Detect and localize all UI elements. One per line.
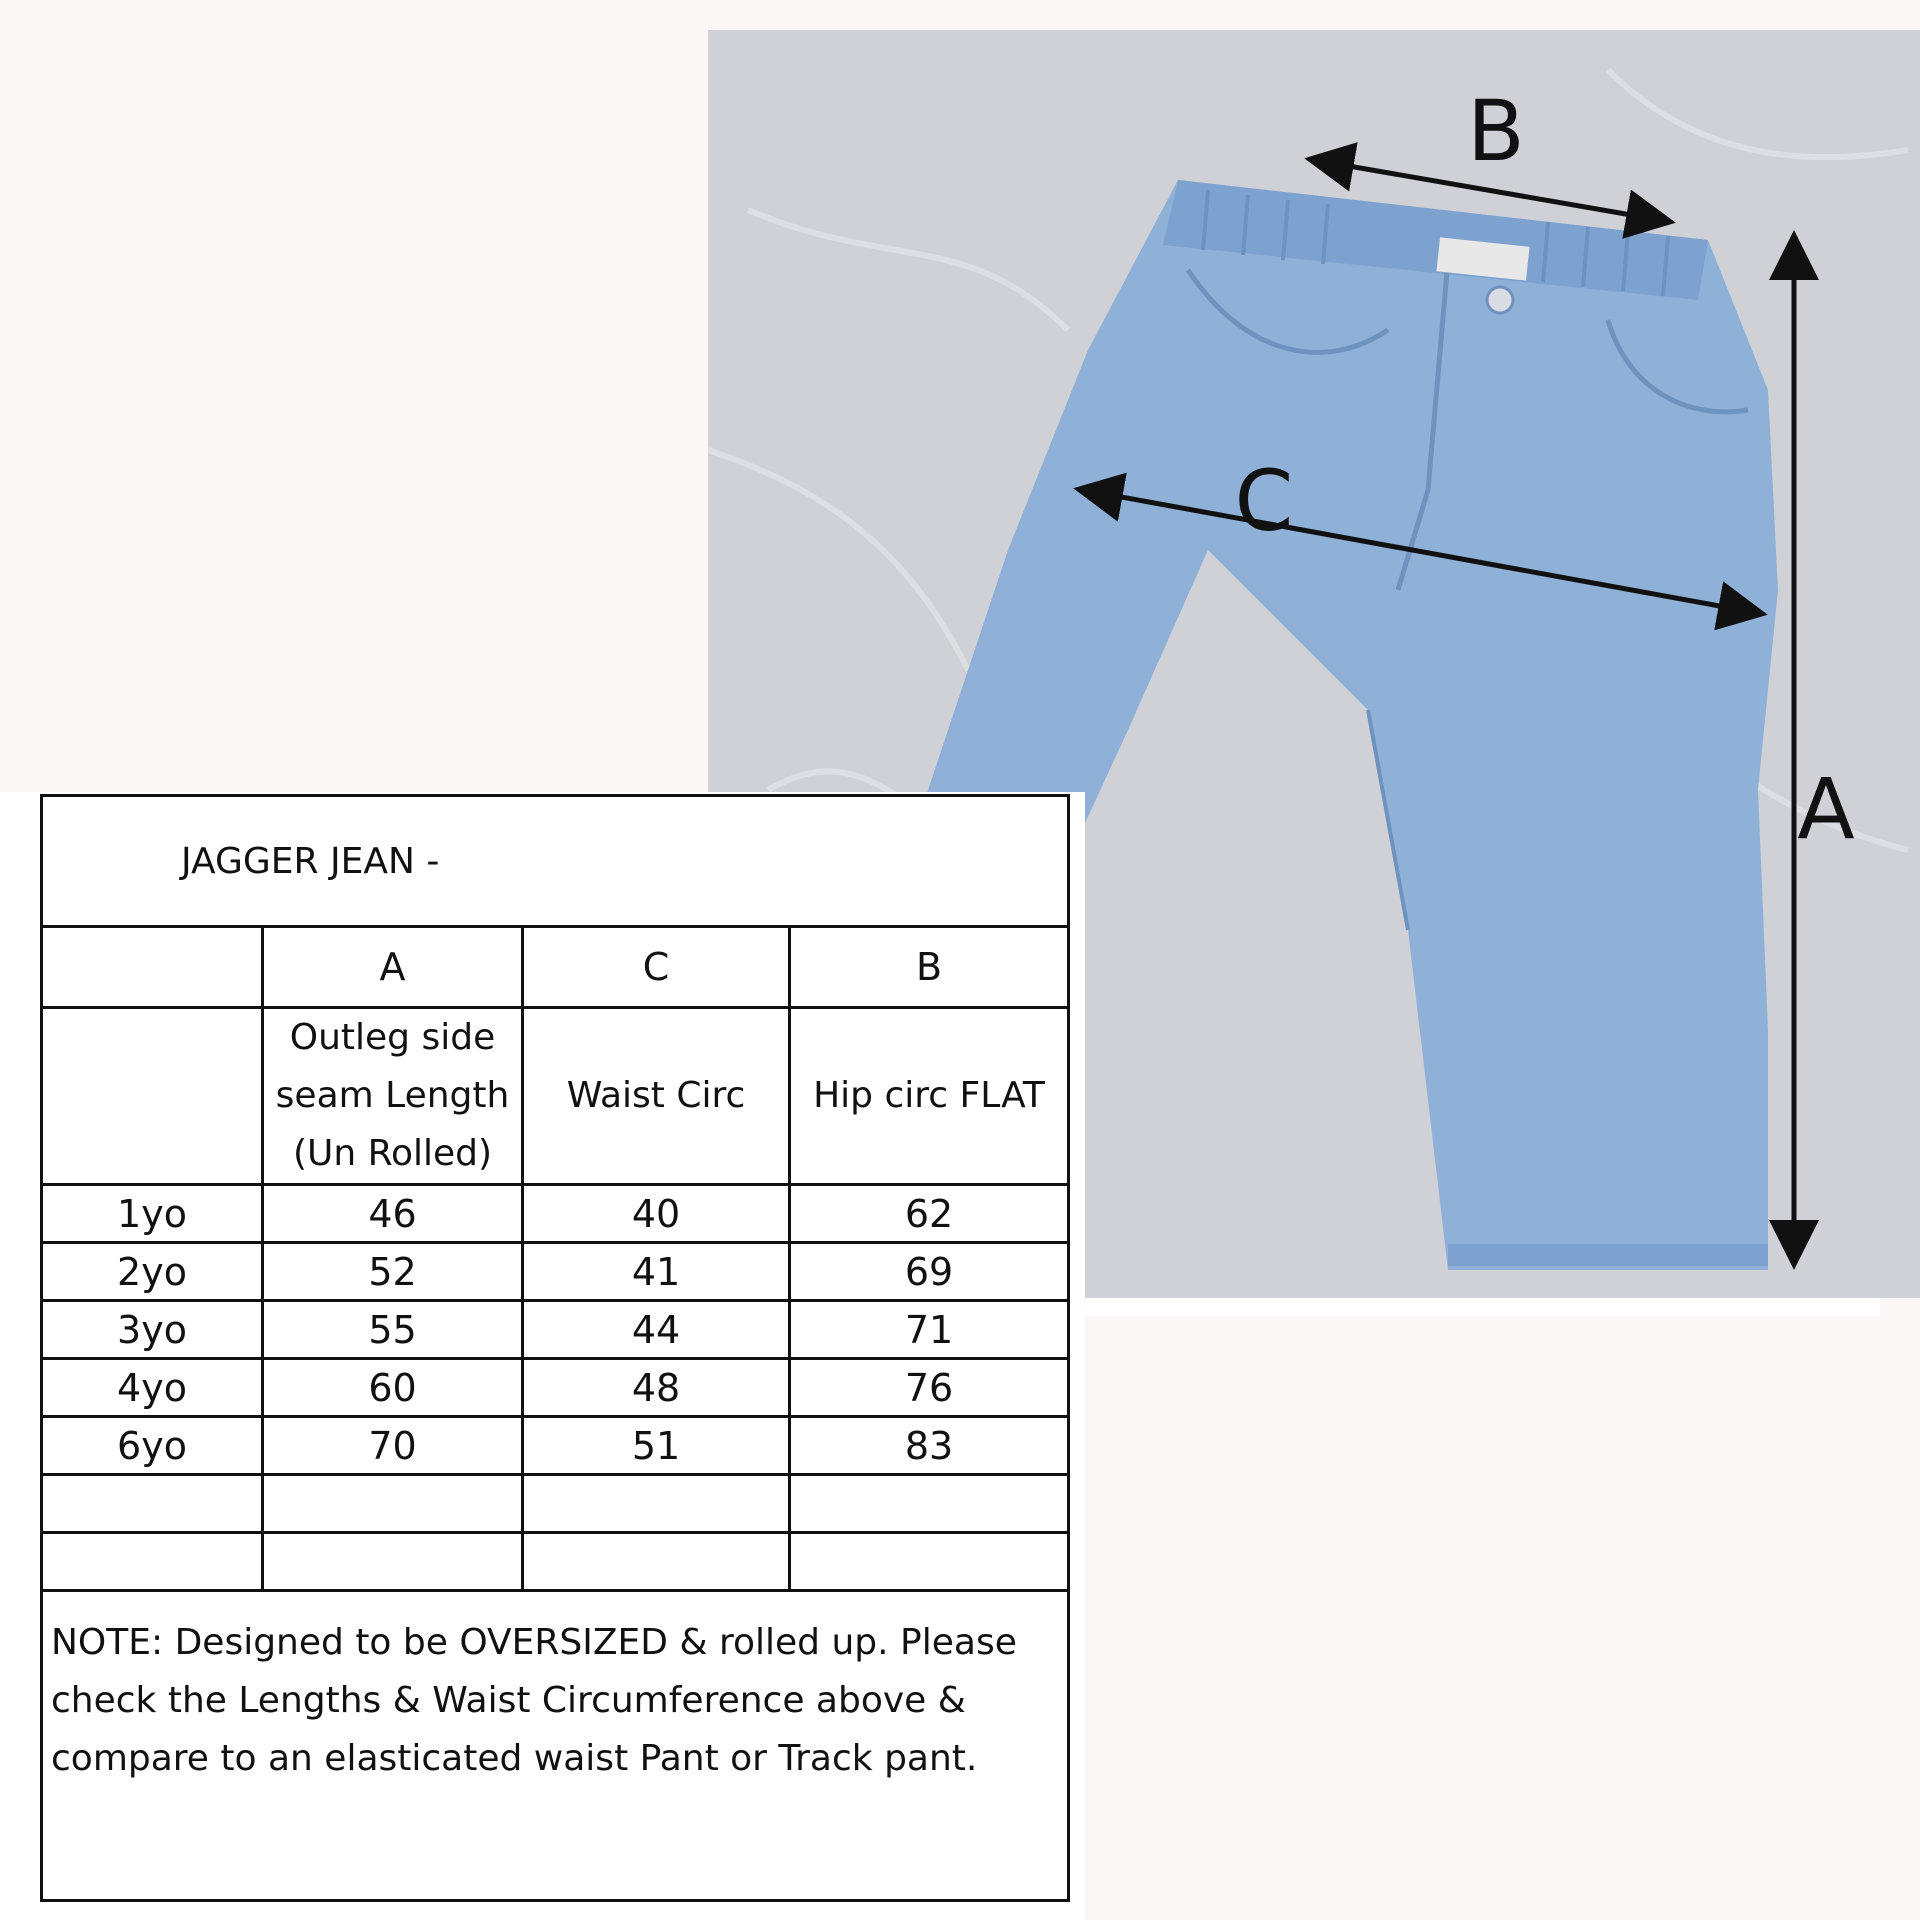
table-cell: 69 bbox=[790, 1243, 1069, 1301]
table-cell: 40 bbox=[523, 1185, 790, 1243]
label-a: A bbox=[1797, 760, 1855, 858]
size-chart-title: JAGGER JEAN - bbox=[42, 796, 1069, 927]
table-cell: 62 bbox=[790, 1185, 1069, 1243]
empty-cell bbox=[42, 1475, 263, 1533]
empty-cell bbox=[263, 1533, 523, 1591]
table-row bbox=[42, 1301, 1069, 1359]
size-label: 6yo bbox=[42, 1417, 263, 1475]
column-description bbox=[263, 1008, 523, 1185]
size-label: 1yo bbox=[42, 1185, 263, 1243]
table-cell: 44 bbox=[523, 1301, 790, 1359]
blank-header-cell bbox=[42, 927, 263, 1008]
column-letter: A bbox=[263, 927, 523, 1008]
photo-border bbox=[1086, 1298, 1880, 1316]
description-line: Hip circ FLAT bbox=[813, 1075, 1045, 1116]
description-line: Waist Circ bbox=[566, 1075, 746, 1116]
size-chart-table bbox=[40, 794, 1070, 1902]
label-c: C bbox=[1234, 452, 1294, 550]
table-row bbox=[42, 1417, 1069, 1475]
table-cell: 70 bbox=[263, 1417, 523, 1475]
description-line: (Un Rolled) bbox=[292, 1133, 493, 1174]
description-line: Outleg side bbox=[289, 1017, 496, 1058]
empty-row bbox=[42, 1533, 1069, 1591]
table-row bbox=[42, 1359, 1069, 1417]
empty-cell bbox=[790, 1533, 1069, 1591]
empty-cell bbox=[263, 1475, 523, 1533]
table-cell: 83 bbox=[790, 1417, 1069, 1475]
size-label: 2yo bbox=[42, 1243, 263, 1301]
table-cell: 55 bbox=[263, 1301, 523, 1359]
size-label: 4yo bbox=[42, 1359, 263, 1417]
size-note: NOTE: Designed to be OVERSIZED & rolled up. Please check the Lengths & Waist Circumference above & compare to an elasticated waist Pant or Track pant. bbox=[42, 1591, 1069, 1901]
table-cell: 76 bbox=[790, 1359, 1069, 1417]
label-b: B bbox=[1467, 82, 1525, 180]
empty-cell bbox=[42, 1533, 263, 1591]
button-icon bbox=[1487, 287, 1513, 313]
table-cell: 51 bbox=[523, 1417, 790, 1475]
table-row bbox=[42, 1243, 1069, 1301]
empty-cell bbox=[790, 1475, 1069, 1533]
empty-row bbox=[42, 1475, 1069, 1533]
empty-cell bbox=[523, 1475, 790, 1533]
description-line: seam Length bbox=[275, 1075, 510, 1116]
column-letter: B bbox=[790, 927, 1069, 1008]
column-letter: C bbox=[523, 927, 790, 1008]
column-description bbox=[790, 1008, 1069, 1185]
table-row bbox=[42, 1185, 1069, 1243]
size-label: 3yo bbox=[42, 1301, 263, 1359]
blank-header-cell bbox=[42, 1008, 263, 1185]
column-description bbox=[523, 1008, 790, 1185]
table-cell: 41 bbox=[523, 1243, 790, 1301]
table-cell: 71 bbox=[790, 1301, 1069, 1359]
table-cell: 52 bbox=[263, 1243, 523, 1301]
empty-cell bbox=[523, 1533, 790, 1591]
table-cell: 60 bbox=[263, 1359, 523, 1417]
table-cell: 48 bbox=[523, 1359, 790, 1417]
table-cell: 46 bbox=[263, 1185, 523, 1243]
hem bbox=[1448, 1244, 1768, 1266]
